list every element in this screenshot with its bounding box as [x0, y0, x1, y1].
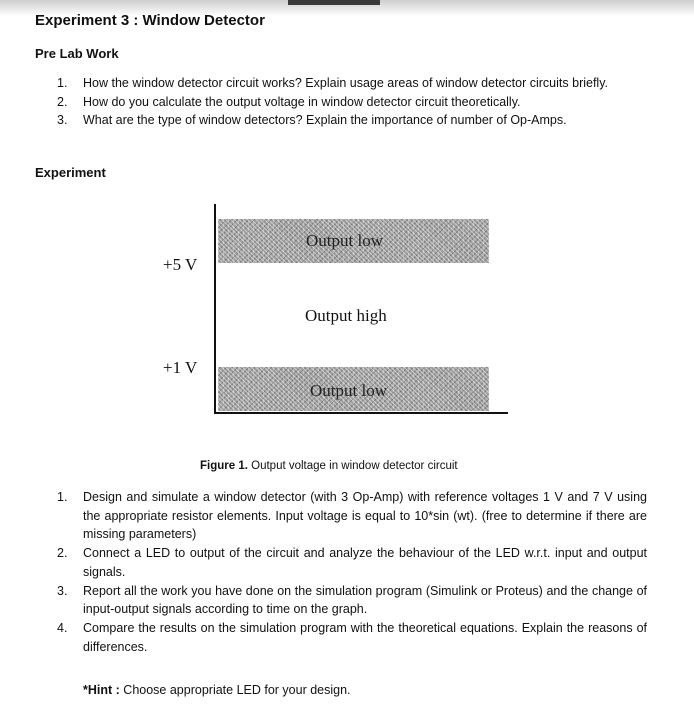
caption-label: Figure 1. [200, 460, 248, 472]
experiment-list [57, 488, 647, 657]
list-item: 4. Compare the results on the simulation program with the theoretical equations. Explain the reasons of differences. [57, 621, 647, 654]
list-item: 2. How do you calculate the output voltage in window detector circuit theoretically. [57, 94, 521, 109]
hint-label: *Hint : [83, 683, 120, 697]
list-item: 3. What are the type of window detectors? Explain the importance of number of Op-Amps. [57, 113, 567, 127]
prelab-heading: Pre Lab Work [35, 46, 119, 61]
figure-caption [200, 460, 458, 472]
upper-threshold-label: +5 V [163, 255, 198, 274]
hint-note [83, 683, 351, 697]
list-item: 1. How the window detector circuit works? Explain usage areas of window detector circuits briefly. [57, 76, 608, 90]
top-band-text: Output low [306, 231, 383, 250]
list-item: 1. Design and simulate a window detector (with 3 Op-Amp) with reference voltages 1 V and 7 V using the appropriate resistor elements. Input voltage is equal to 10*sin (wt). (free to determine if there are missing parameters) [57, 490, 647, 541]
top-tab-bar [288, 0, 380, 5]
prelab-list [57, 74, 647, 130]
bottom-band-text: Output low [310, 381, 387, 400]
caption-text: Output voltage in window detector circuit [251, 460, 458, 472]
list-item: 2. Connect a LED to output of the circuit and analyze the behaviour of the LED w.r.t. input and output signals. [57, 546, 647, 579]
lower-threshold-label: +1 V [163, 358, 198, 377]
page-title: Experiment 3 : Window Detector [35, 12, 265, 29]
list-item: 3. Report all the work you have done on the simulation program (Simulink or Proteus) and the change of input-output signals according to time on the graph. [57, 583, 647, 616]
middle-region-text: Output high [305, 306, 387, 325]
hint-text: Choose appropriate LED for your design. [123, 683, 351, 697]
experiment-heading: Experiment [35, 165, 106, 180]
x-axis [214, 412, 508, 414]
y-axis [214, 204, 216, 413]
window-detector-figure [150, 200, 520, 420]
